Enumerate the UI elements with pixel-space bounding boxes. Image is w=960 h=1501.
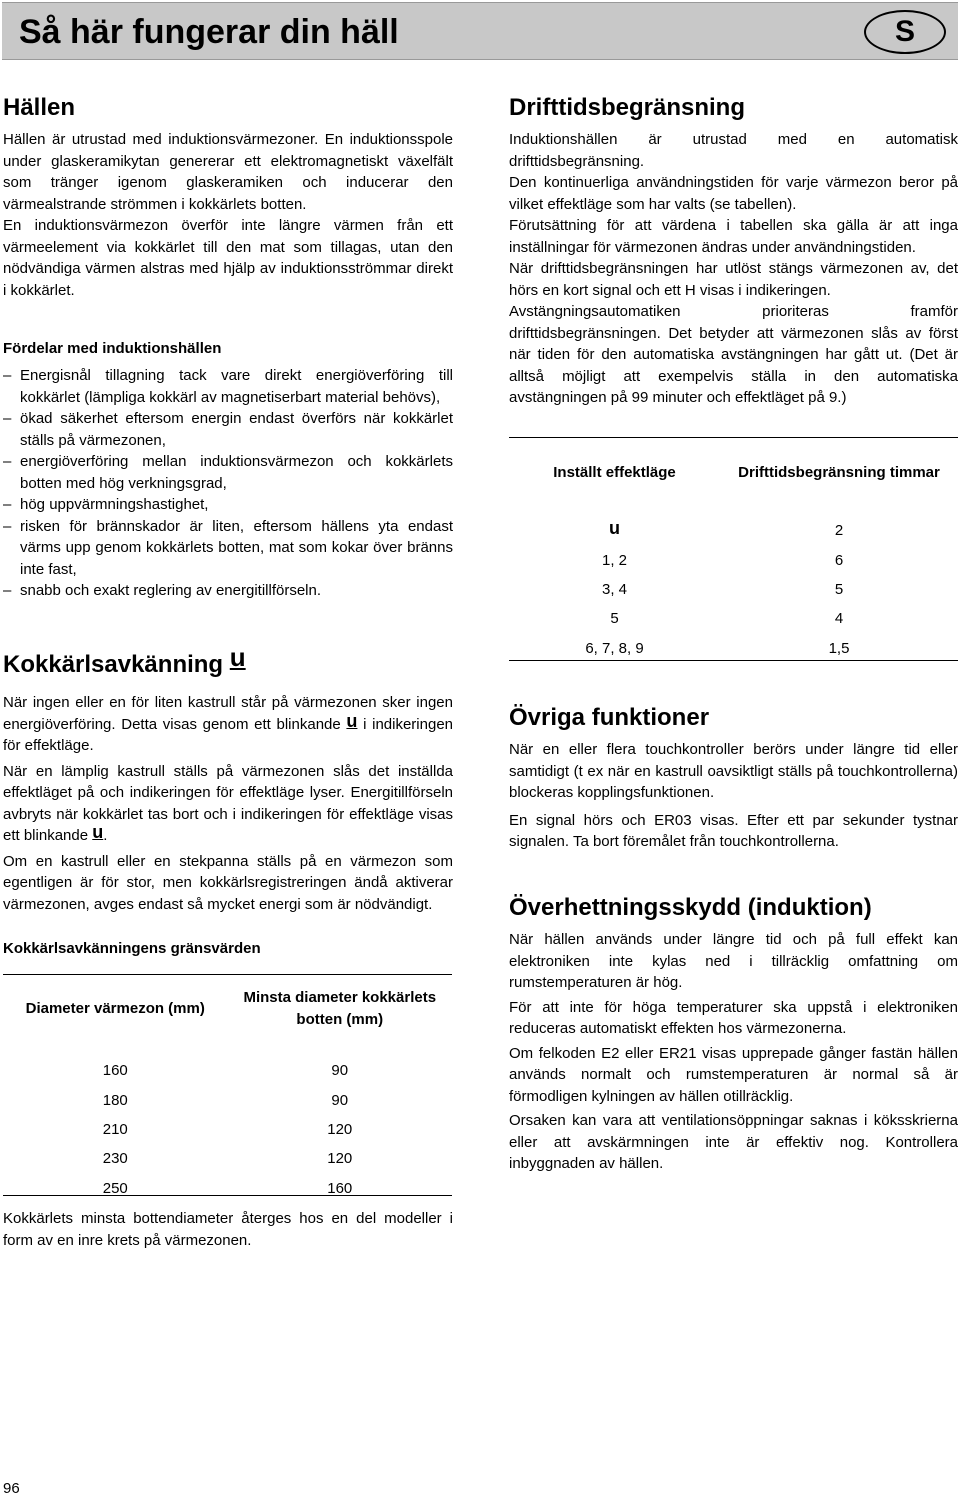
heading-drifttidsbegransning: Drifttidsbegränsning xyxy=(509,94,746,121)
section-drifttidsbegransning xyxy=(509,93,958,409)
table-row: u 2 xyxy=(609,518,844,540)
table-header: Minsta diameter kokkärlets botten (mm) xyxy=(243,989,437,1028)
drifttid-paragraph: Induktionshällen är utrustad med en automatisk drifttidsbegränsning. xyxy=(509,131,958,170)
pot-detection-icon: u xyxy=(609,518,620,539)
table-row: 250 160 xyxy=(102,1179,353,1197)
section-hallen xyxy=(3,93,453,301)
ovriga-paragraph-2: En signal hörs och ER03 visas. Efter ett par sekunder tystnar signalen. Ta bort föremålet från touchkontrollerna. xyxy=(509,811,958,850)
list-item: – ökad säkerhet eftersom energin endast överförs när kokkärlet ställs på värmezonen, xyxy=(3,408,453,451)
hallen-paragraph-2: En induktionsvärmezon överför inte längre värmen från ett värmeelement via kokkärlet till den mat som tillagas, utan den nödvändiga värmen alstras med hjälp av induktionsströmmar direkt i kokkärlet. xyxy=(3,217,453,299)
drifttid-paragraph: När drifttidsbegränsningen har utlöst stängs värmezonen av, det hörs en kort signal och ett H visas i indikeringen. xyxy=(509,260,958,299)
hallen-paragraph-1: Hällen är utrustad med induktionsvärmezoner. En induktionsspole under glaskeramikytan genererar ett elektromagnetiskt växelfält som tränger igenom glaskeramiken och inducerar den värmealstrande strömmen i kokkärlets botten. xyxy=(3,131,453,213)
pot-detection-icon: u xyxy=(229,642,246,672)
drifttid-paragraph: Förutsättning för att värdena i tabellen ska gälla är att inga inställningar för värmezonen ändras under användningstiden. xyxy=(509,217,958,256)
ovriga-paragraph-1: När en eller flera touchkontroller berörs under längre tid eller samtidigt (t ex när en kastrull oavsiktligt ställs på touchkontrollerna) blockeras kopplingsfunktionen. xyxy=(509,741,958,801)
table-row: 230 120 xyxy=(102,1150,353,1168)
list-item: – energiöverföring mellan induktionsvärmezon och kokkärlets botten med hög verkningsgrad, xyxy=(3,451,453,494)
heading-gransvarden: Kokkärlsavkänningens gränsvärden xyxy=(3,940,261,957)
list-item: – risken för brännskador är liten, eftersom hällens yta endast värms upp genom kokkärlets botten, mat som kokar över bränns inte fast, xyxy=(3,516,453,581)
list-item: – Energisnål tillagning tack vare direkt energiöverföring till kokkärlet (lämpliga kokkärl av magnetiserbart material behövs), xyxy=(3,365,453,408)
table-row: 5 4 xyxy=(610,610,844,628)
section-fordelar xyxy=(3,338,453,602)
kokkarl-paragraph-3: Om en kastrull eller en stekpanna ställs på en värmezon som egentligen är för stor, men kokkärlsregistreringen ändå aktiverar värmezonen, avges endast så mycket energi som är nödvändigt. xyxy=(3,852,453,913)
section-gransvarden xyxy=(3,938,453,959)
overhettning-paragraph-1: När hällen används under längre tid och på full effekt kan elektroniken inte kylas ned i tillräcklig omfattning om rumstemperaturen är hög. xyxy=(509,931,958,991)
table-header: Inställt effektläge xyxy=(553,464,676,481)
heading-fordelar: Fördelar med induktionshällen xyxy=(3,340,222,357)
table-row: 160 90 xyxy=(102,1062,349,1080)
table-row: 180 90 xyxy=(102,1091,349,1109)
table-row: 6, 7, 8, 9 1,5 xyxy=(585,639,850,657)
heading-kokkarlsavkanning: Kokkärlsavkänning xyxy=(3,651,224,678)
section-overhettningsskydd xyxy=(509,893,958,1175)
drifttid-table xyxy=(509,437,958,663)
pot-detection-icon: u xyxy=(92,822,104,842)
page-number: 96 xyxy=(3,1480,20,1497)
page-title: Så här fungerar din häll xyxy=(19,13,399,51)
section-kokkarlsavkanning xyxy=(3,642,454,915)
heading-hallen: Hällen xyxy=(3,94,76,121)
list-item: – snabb och exakt reglering av energitillförseln. xyxy=(3,580,453,602)
kokkarl-paragraph-1: När ingen eller en för liten kastrull står på värmezonen sker ingen energiöverföring. Detta visas genom ett blinkande u i indikeringen för effektläge. xyxy=(3,694,454,754)
section-ovriga-funktioner xyxy=(509,703,958,853)
pot-detection-icon: u xyxy=(346,710,358,731)
drifttid-paragraph: Avstängningsautomatiken prioriteras framför drifttidsbegränsningen. Det betyder att värmezonen slås av först när tiden för den automatiska avstängningen har gått ut. (Det är alltså möjligt att exempelvis ställa in den automatiska avstängningen på 99 minuter och effektläget på 9.) xyxy=(509,303,958,406)
fordelar-list xyxy=(3,365,453,602)
gransvarden-note: Kokkärlets minsta bottendiameter återges hos en del modeller i form av en inre krets på värmezonen. xyxy=(3,1210,453,1249)
table-header: Drifttidsbegränsning timmar xyxy=(738,464,940,481)
heading-ovriga-funktioner: Övriga funktioner xyxy=(509,704,710,731)
heading-overhettningsskydd: Överhettningsskydd (induktion) xyxy=(509,894,872,921)
language-badge: S xyxy=(864,10,946,54)
overhettning-paragraph-4: Orsaken kan vara att ventilationsöppningar saknas i köksskrierna eller att avskärmningen inte är effektiv nog. Kontrollera inbyggnaden av hällen. xyxy=(509,1112,958,1172)
table-row: 210 120 xyxy=(102,1120,353,1138)
drifttid-paragraph: Den kontinuerliga användningstiden för varje värmezon beror på vilket effektläge som har valts (se tabellen). xyxy=(509,174,958,213)
kokkarl-paragraph-2: När en lämplig kastrull ställs på värmezonen slås det inställda effektläget på och indikeringen för effektläge lyser. Energitillförseln avbryts när kokkärlet tas bort och i indikeringen för effektläge visas ett blinkande u. xyxy=(3,762,453,844)
table-header: Diameter värmezon (mm) xyxy=(25,1000,205,1017)
overhettning-paragraph-2: För att inte för höga temperaturer ska uppstå i elektroniken reduceras automatiskt effekten hos värmezonerna. xyxy=(509,998,958,1037)
overhettning-paragraph-3: Om felkoden E2 eller ER21 visas upprepade gånger fastän hällen används normalt och rumstemperaturen är normal så är förmodligen kylningen av hällen otillräcklig. xyxy=(509,1044,958,1105)
table-row: 1, 2 6 xyxy=(601,551,844,569)
table-row: 3, 4 5 xyxy=(601,580,844,598)
page-header xyxy=(2,2,958,60)
gransvarden-table xyxy=(3,974,452,1203)
list-item: – hög uppvärmningshastighet, xyxy=(3,494,453,516)
